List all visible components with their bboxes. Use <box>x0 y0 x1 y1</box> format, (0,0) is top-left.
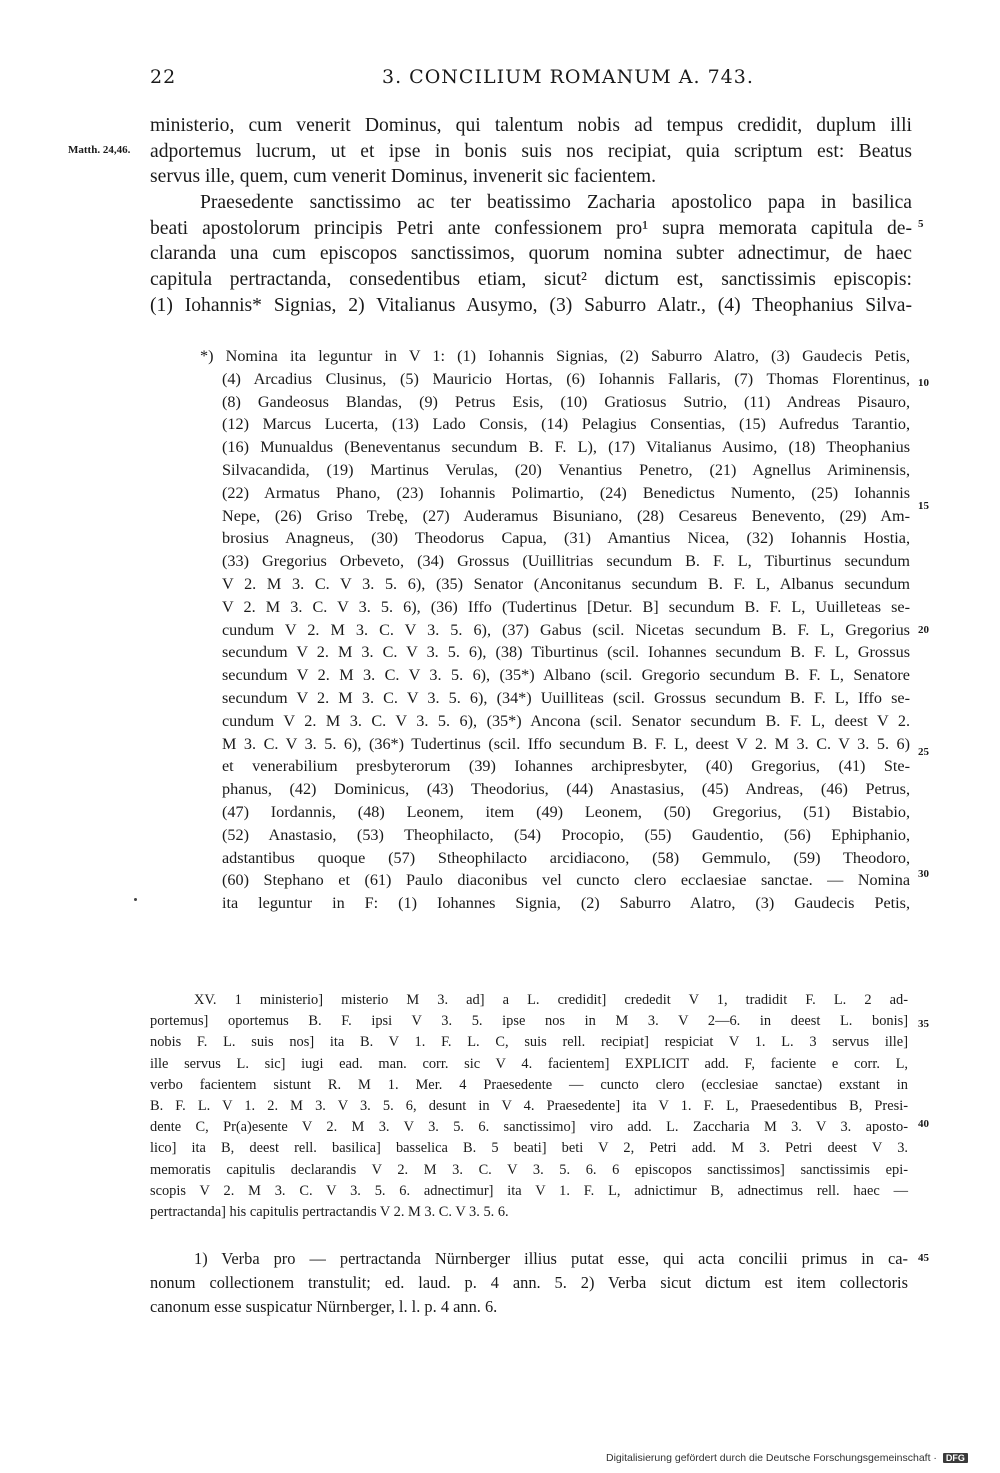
note-line: nonum collectionem transtulit; ed. laud. p. 4 ann. 5. 2) Verba sicut dictum est item collectoris <box>150 1273 908 1292</box>
footnote-line: Silvacandida, (19) Martinus Verulas, (20) Venantius Penetro, (21) Agnellus Ariminensis, <box>222 460 910 479</box>
line-number: 5 <box>918 218 924 230</box>
footnote-line: secundum V 2. M 3. C. V 3. 5. 6), (38) Tiburtinus (scil. Iohannes secundum B. F. L, Grossus <box>222 643 910 662</box>
footnote-line: (16) Munualdus (Beneventanus secundum B. F. L), (17) Vitalianus Ausimo, (18) Theophanius <box>222 438 910 457</box>
footnote-line: ita leguntur in F: (1) Iohannes Signia, (2) Saburro Alatro, (3) Gaudecis Petis, <box>222 894 910 913</box>
apparatus-line: XV. 1 ministerio] misterio M 3. ad] a L. credidit] crededit V 1, tradidit F. L. 2 ad- <box>194 992 908 1008</box>
running-title: 3. CONCILIUM ROMANUM A. 743. <box>382 66 754 88</box>
footnote-line: *) Nomina ita leguntur in V 1: (1) Iohannis Signias, (2) Saburro Alatro, (3) Gaudecis Petis, <box>200 347 910 365</box>
note-line: canonum esse suspicatur Nürnberger, l. l. p. 4 ann. 6. <box>150 1297 498 1316</box>
editor-notes <box>150 1247 908 1319</box>
apparatus-line: memoratis capitulis declarandis V 2. M 3. C. V 3. 5. 6. 6 episcopos sanctissimos] sanctissimis epi- <box>150 1161 908 1178</box>
main-line: capitula pertractanda, consedentibus etiam, sicut² dictum est, sanctissimis episcopis: <box>150 269 912 291</box>
footnote-line: cundum V 2. M 3. C. V 3. 5. 6), (35*) Ancona (scil. Senator secundum B. F. L, deest V 2. <box>222 711 910 730</box>
footnote-line: (33) Gregorius Orbeveto, (34) Grossus (Uuillitrias secundum B. F. L, Tiburtinus secundum <box>222 552 910 571</box>
line-number: 30 <box>918 868 929 880</box>
apparatus-line: nobis F. L. suis nos] ita B. V 1. F. L. C, suis rell. recipiat] respiciat V 1. L. 3 servus ille] <box>150 1034 908 1051</box>
footnote-line: (47) Iordannis, (48) Leonem, item (49) Leonem, (50) Gregorius, (51) Bistabio, <box>222 802 910 821</box>
line-number: 15 <box>918 500 929 512</box>
footnote-line: et venerabilium presbyterorum (39) Iohannes archipresbyter, (40) Gregorius, (41) Ste- <box>222 757 910 776</box>
footnote-line: V 2. M 3. C. V 3. 5. 6), (35) Senator (Anconitanus secundum B. F. L, Albanus secundum <box>222 574 910 593</box>
margin-reference: Matth. 24,46. <box>68 144 131 156</box>
apparatus-line: ille servus L. sic] iugi ead. man. corr. sic V 4. facientem] EXPLICIT add. F, faciente e corr. L, <box>150 1055 908 1072</box>
line-number: 20 <box>918 624 929 636</box>
apparatus-line: verbo facientem sistunt R. M 1. Mer. 4 Praesedente — cuncto clero (ecclesiae sanctae) exstant in <box>150 1076 908 1093</box>
page-number: 22 <box>150 66 177 88</box>
main-line: adportemus lucrum, ut et ipse in bonis suis nos recipiat, quia scriptum est: Beatus <box>150 140 912 162</box>
line-number: 40 <box>918 1118 929 1130</box>
footnote-line: secundum V 2. M 3. C. V 3. 5. 6), (34*) Uuilliteas (scil. Grossus secundum B. F. L, Iffo se- <box>222 688 910 707</box>
main-text <box>150 113 912 319</box>
note-line: 1) Verba pro — pertractanda Nürnberger illius putat esse, qui acta concilii primus in ca- <box>194 1249 908 1268</box>
footnote-line: (22) Armatus Phano, (23) Iohannis Polimartio, (24) Benedictus Numento, (25) Iohannis <box>222 483 910 502</box>
footnote-line: (4) Arcadius Clusinus, (5) Mauricio Hortas, (6) Iohannis Fallaris, (7) Thomas Florentinus, <box>222 369 910 388</box>
main-line: ministerio, cum venerit Dominus, qui talentum nobis ad tempus credidit, duplum illi <box>150 115 912 136</box>
apparatus-line: portemus] oportemus B. F. ipsi V 3. 5. ipse nos in M 3. V 2—6. in deest L. bonis] <box>150 1013 908 1030</box>
dfg-credit-text: Digitalisierung gefördert durch die Deutsche Forschungsgemeinschaft · <box>606 1452 937 1464</box>
footnote-line: secundum V 2. M 3. C. V 3. 5. 6), (35*) Albano (scil. Gregorio secundum B. F. L, Senatore <box>222 666 910 685</box>
footnote-line: (52) Anastasio, (53) Theophilacto, (54) Procopio, (55) Gaudentio, (56) Ephiphanio, <box>222 825 910 844</box>
line-number: 25 <box>918 746 929 758</box>
line-number: 45 <box>918 1252 929 1264</box>
footnote-line: brosius Anagneus, (30) Theodorus Capua, (31) Amantius Nicea, (32) Iohannis Hostia, <box>222 529 910 548</box>
main-line: Praesedente sanctissimo ac ter beatissimo Zacharia apostolico papa in basilica <box>200 192 912 214</box>
footnote-line: cundum V 2. M 3. C. V 3. 5. 6), (37) Gabus (scil. Nicetas secundum B. F. L, Gregorius <box>222 620 910 639</box>
footnote-line: phanus, (42) Dominicus, (43) Theodorius, (44) Anastasius, (45) Andreas, (46) Petrus, <box>222 780 910 799</box>
footnote-line: M 3. C. V 3. 5. 6), (36*) Tudertinus (scil. Iffo secundum B. F. L, deest V 2. M 3. C. V 3. 5. 6) <box>222 734 910 753</box>
page-header <box>150 66 910 96</box>
footnote-line: adstantibus quoque (57) Stheophilacto arcidiacono, (58) Gemmulo, (59) Theodoro, <box>222 848 910 867</box>
apparatus-line: pertractanda] his capitulis pertractandis V 2. M 3. C. V 3. 5. 6. <box>150 1203 509 1220</box>
line-number: 10 <box>918 377 929 389</box>
footnote-line: (12) Marcus Lucerta, (13) Lado Consis, (14) Pelagius Consentias, (15) Aufredus Tarantio, <box>222 415 910 434</box>
critical-apparatus <box>150 990 908 1223</box>
dfg-footer <box>606 1452 968 1464</box>
footnote-line: V 2. M 3. C. V 3. 5. 6), (36) Iffo (Tudertinus [Detur. B] secundum B. F. L, Uuilleteas se- <box>222 597 910 616</box>
footnote-names <box>200 345 910 915</box>
dfg-logo-icon: DFG <box>943 1453 968 1463</box>
apparatus-line: scopis V 2. M 3. C. V 3. 5. 6. adnectimur] ita V 1. F. L, adnictimur B, adnectimus rell. haec — <box>150 1182 908 1199</box>
footnote-line: (60) Stephano et (61) Paulo diaconibus vel cuncto clero ecclaesiae sanctae. — Nomina <box>222 871 910 890</box>
apparatus-line: dente C, Pr(a)esente V 2. M 3. V 3. 5. 6. sanctissimo] viro add. L. Zaccharia M 3. V 3. aposto- <box>150 1119 908 1136</box>
main-line: beati apostolorum principis Petri ante confessionem pro¹ supra memorata capitula de- <box>150 217 912 239</box>
main-line: servus ille, quem, cum venerit Dominus, invenerit sic facientem. <box>150 166 657 188</box>
apparatus-line: lico] ita B, deest rell. basilica] basselica B. 5 beati] beti V 2, Petri add. M 3. Petri deest V 3. <box>150 1140 908 1157</box>
stray-mark <box>134 898 137 901</box>
line-number: 35 <box>918 1018 929 1030</box>
main-line: (1) Iohannis* Signias, 2) Vitalianus Ausymo, (3) Saburro Alatr., (4) Theophanius Silva- <box>150 294 912 316</box>
footnote-line: Nepe, (26) Griso Trebę, (27) Auderamus Bisuniano, (28) Cesareus Benevento, (29) Am- <box>222 506 910 525</box>
apparatus-line: B. F. L. V 1. 2. M 3. V 3. 5. 6, desunt in V 4. Praesedente] ita V 1. F. L, Praesedentibus B, Presi- <box>150 1097 908 1114</box>
main-line: claranda una cum episcopos sanctissimos, quorum nomina subter adnectimur, de haec <box>150 243 912 265</box>
footnote-line: (8) Gandeosus Blandas, (9) Petrus Esis, (10) Gratiosus Sutrio, (11) Andreas Pisauro, <box>222 392 910 411</box>
